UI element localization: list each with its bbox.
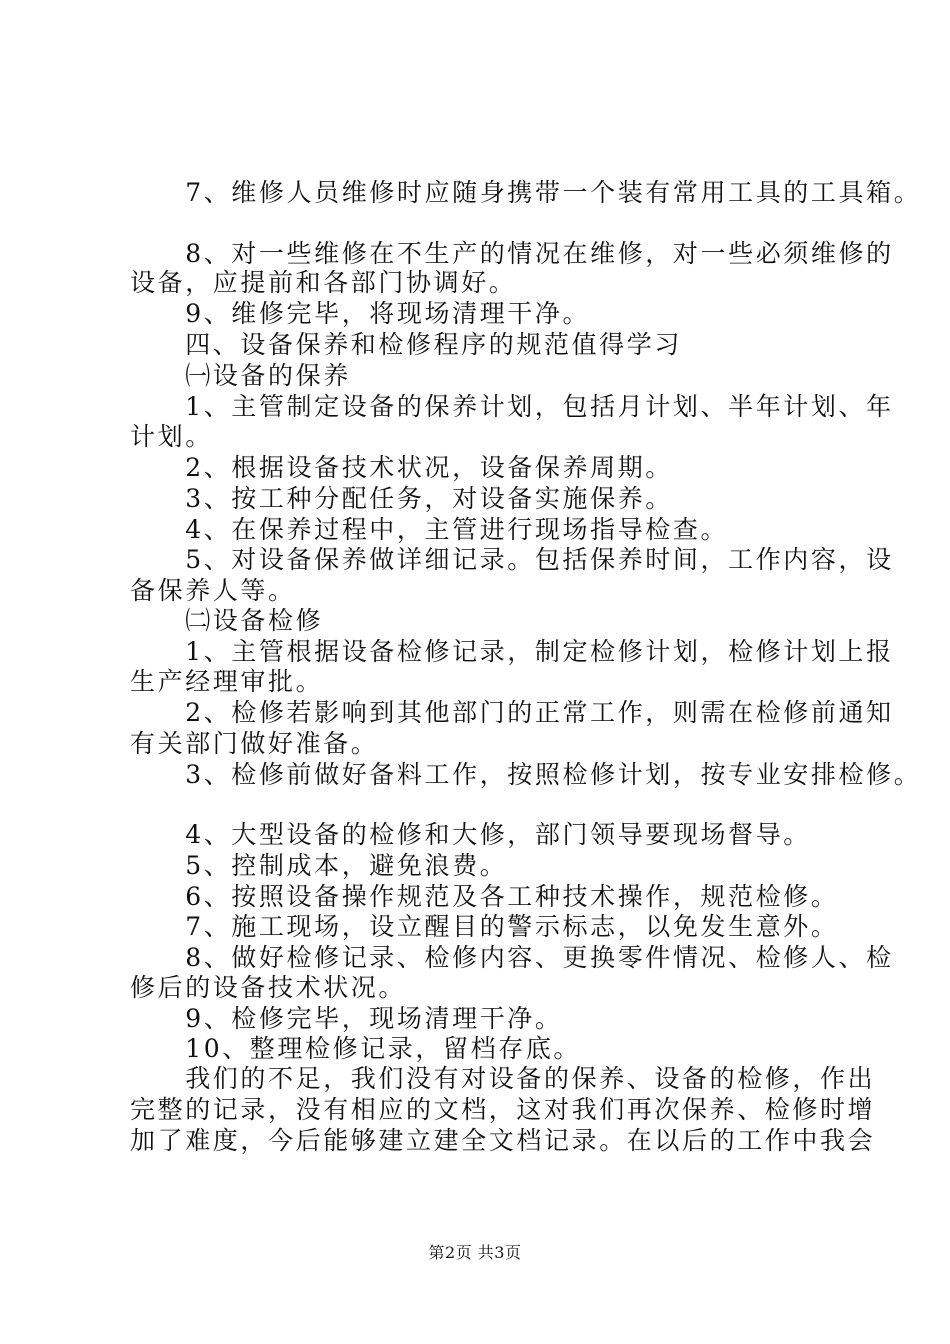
paragraph-line: 有关部门做好准备。 [130, 729, 379, 758]
paragraph-line: 备保养人等。 [130, 576, 296, 605]
section-heading: 四、设备保养和检修程序的规范值得学习 [130, 330, 683, 359]
paragraph-line: 5、对设备保养做详细记录。包括保养时间，工作内容，设 [130, 545, 894, 574]
paragraph-line: 9、维修完毕，将现场清理干净。 [130, 299, 591, 328]
paragraph-line: 3、按工种分配任务，对设备实施保养。 [130, 484, 673, 513]
paragraph-line: 1、主管制定设备的保养计划，包括月计划、半年计划、年 [130, 392, 894, 421]
paragraph-line: 5、控制成本，避免浪费。 [130, 851, 508, 880]
paragraph-line: 修后的设备技术状况。 [130, 973, 407, 1002]
paragraph-line: 完整的记录，没有相应的文档，这对我们再次保养、检修时增 [130, 1095, 876, 1124]
paragraph-line: 设备，应提前和各部门协调好。 [130, 268, 517, 297]
paragraph-line: 6、按照设备操作规范及各工种技术操作，规范检修。 [130, 882, 839, 911]
paragraph-line: 2、检修若影响到其他部门的正常工作，则需在检修前通知 [130, 698, 894, 727]
paragraph-line: 9、检修完毕，现场清理干净。 [130, 1004, 563, 1033]
paragraph-line: 7、维修人员维修时应随身携带一个装有常用工具的工具箱。 [130, 178, 922, 207]
paragraph-line: 10、整理检修记录，留档存底。 [130, 1034, 582, 1063]
paragraph-line: 1、主管根据设备检修记录，制定检修计划，检修计划上报 [130, 637, 894, 666]
paragraph-line: 3、检修前做好备料工作，按照检修计划，按专业安排检修。 [130, 760, 922, 789]
page-number-footer: 第2页 共3页 [428, 1243, 522, 1262]
paragraph-line: 4、大型设备的检修和大修，部门领导要现场督导。 [130, 820, 811, 849]
paragraph-line: 2、根据设备技术状况，设备保养周期。 [130, 453, 673, 482]
paragraph-line: 加了难度，今后能够建立建全文档记录。在以后的工作中我会 [130, 1126, 876, 1155]
paragraph-line: 8、做好检修记录、检修内容、更换零件情况、检修人、检 [130, 943, 894, 972]
paragraph-line: 我们的不足，我们没有对设备的保养、设备的检修，作出 [130, 1064, 876, 1093]
subsection-heading: ㈡设备检修 [130, 606, 324, 635]
paragraph-line: 7、施工现场，设立醒目的警示标志，以免发生意外。 [130, 912, 839, 941]
paragraph-line: 计划。 [130, 422, 213, 451]
paragraph-line: 生产经理审批。 [130, 667, 324, 696]
paragraph-line: 4、在保养过程中，主管进行现场指导检查。 [130, 515, 729, 544]
subsection-heading: ㈠设备的保养 [130, 361, 351, 390]
paragraph-line: 8、对一些维修在不生产的情况在维修，对一些必须维修的 [130, 239, 894, 268]
